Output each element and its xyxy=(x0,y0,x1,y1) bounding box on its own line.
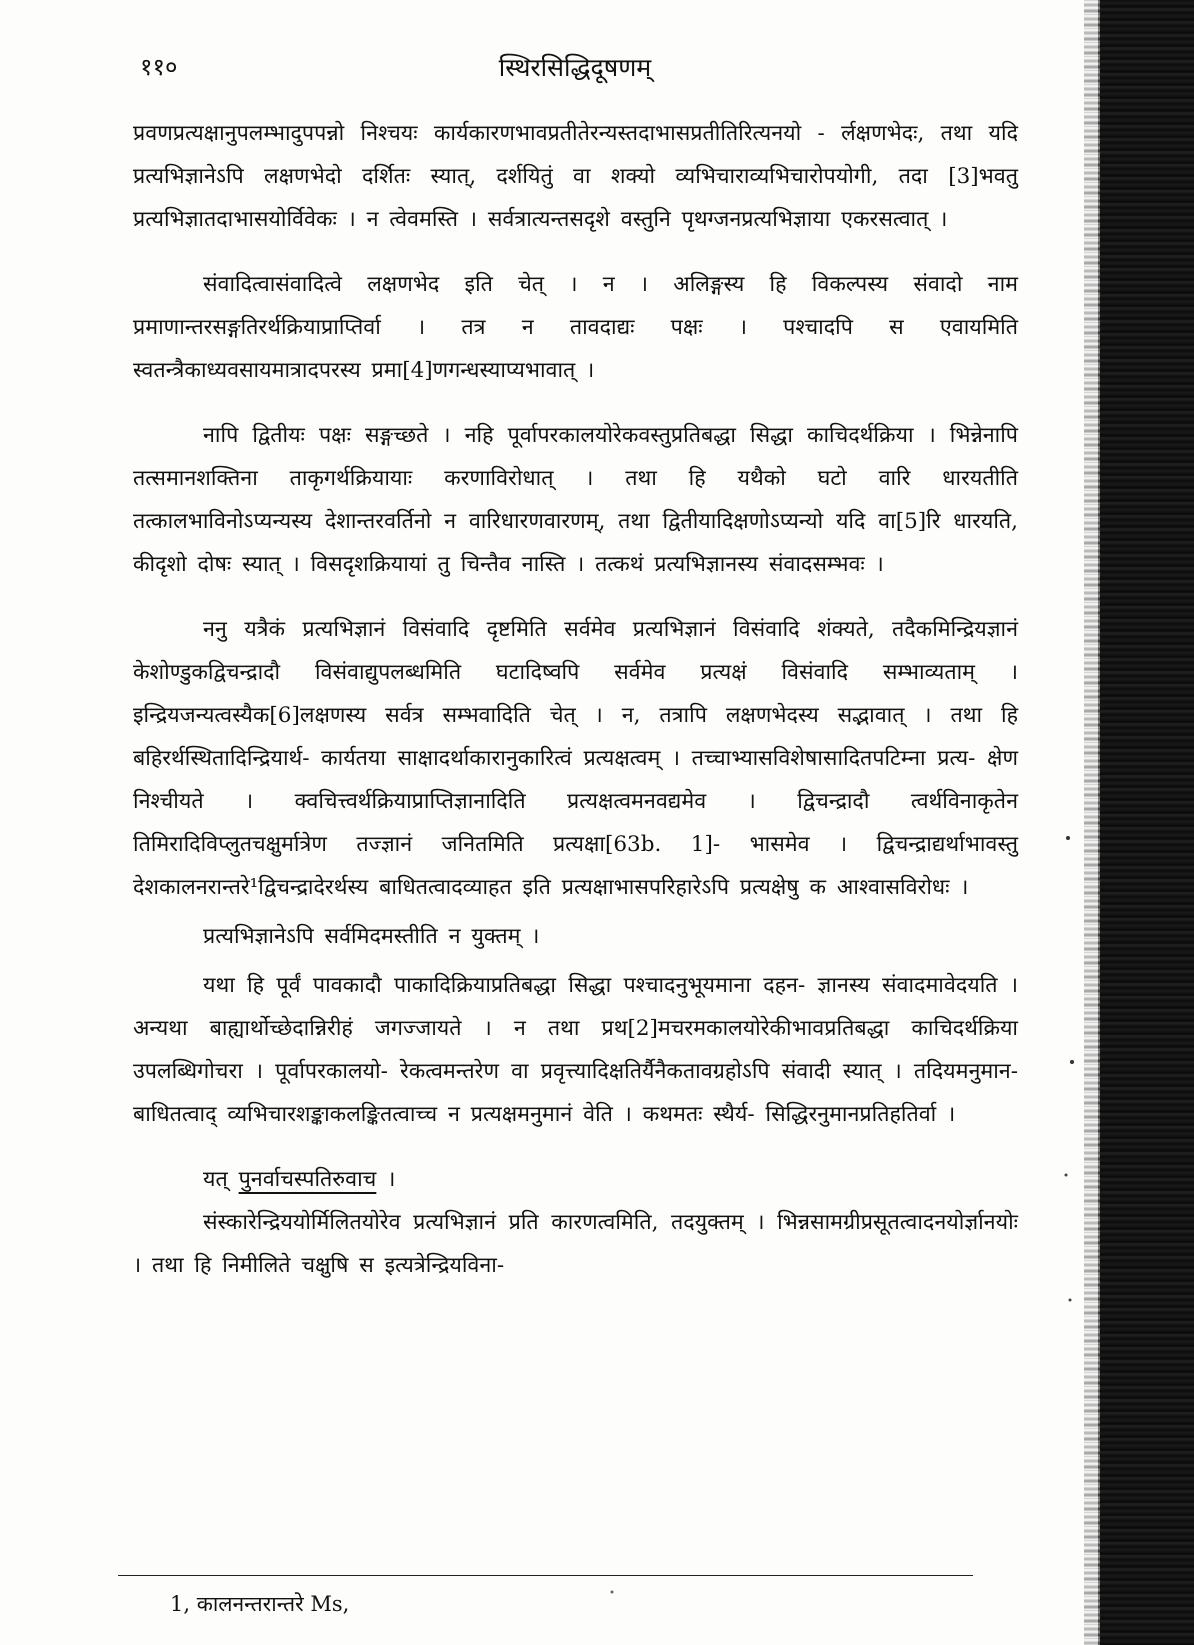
paragraph-7: संस्कारेन्द्रिययोर्मिलितयोरेव प्रत्यभिज्ञानं प्रति कारणत्वमिति, तदयुक्तम् । भिन्नसामग्रीप्रसूतत्वादनयोर्ज्ञानयोः । तथा हि निमीलिते चक्षुषि स इत्यत्रेन्द्रियविना- xyxy=(133,1210,1018,1278)
paragraph-3: नापि द्वितीयः पक्षः सङ्गच्छते । नहि पूर्वापरकालयोरेकवस्तुप्रतिबद्धा सिद्धा काचिदर्थक्रिया । भिन्नेनापि तत्समानशक्तिना ताकृगर्थक्रियायाः करणाविरोधात् । तथा हि यथैको घटो वारि धारयतीति तत्कालभाविनोऽप्यन्यस्य देशान्तरवर्तिनो न वारिधारणवारणम्, तथा द्वितीयादिक्षणोऽप्यन्यो यदि वा[5]रि धारयति, कीदृशो दोषः स्यात् । विसदृशक्रियायां तु चिन्तैव नास्ति । तत्कथं प्रत्यभिज्ञानस्य संवादसम्भवः । xyxy=(133,423,1018,577)
paragraph-2: संवादित्वासंवादित्वे लक्षणभेद इति चेत् । न । अलिङ्गस्य हि विकल्पस्य संवादो नाम प्रमाणान्तरसङ्गतिरर्थक्रियाप्राप्तिर्वा । तत्र न तावदाद्यः पक्षः । पश्चादपि स एवायमिति स्वतन्त्रैकाध्यवसायमात्रादपरस्य प्रमा[4]णगन्धस्याप्यभावात् । xyxy=(133,272,1018,383)
quote-intro-suffix: । xyxy=(387,1167,396,1192)
page-header xyxy=(140,50,1010,86)
quote-intro-prefix: यत् xyxy=(203,1167,228,1192)
quote-intro-author: पुनर्वाचस्पतिरुवाच xyxy=(238,1167,377,1192)
paragraph-5: प्रत्यभिज्ञानेऽपि सर्वमिदमस्तीति न युक्तम् । xyxy=(203,924,540,949)
paragraph-1: प्रवणप्रत्यक्षानुपलम्भादुपपन्नो निश्चयः कार्यकारणभावप्रतीतेरन्यस्तदाभासप्रतीतिरित्यनयो - र्लक्षणभेदः, तथा यदि प्रत्यभिज्ञानेऽपि लक्षणभेदो दर्शितः स्यात्, दर्शयितुं वा शक्यो व्यभिचाराव्यभिचारोपयोगी, तदा [3]भवतु प्रत्यभिज्ञातदाभासयोर्विवेकः । न त्वेवमस्ति । सर्वत्रात्यन्तसदृशे वस्तुनि पृथग्जनप्रत्यभिज्ञाया एकरसत्वात् । xyxy=(133,121,1018,232)
paragraph-4: ननु यत्रैकं प्रत्यभिज्ञानं विसंवादि दृष्टमिति सर्वमेव प्रत्यभिज्ञानं विसंवादि शंक्यते, तदैकमिन्द्रियज्ञानं केशोण्डुकद्विचन्द्रादौ विसंवाद्युपलब्धमिति घटादिष्वपि सर्वमेव प्रत्यक्षं विसंवादि सम्भाव्यताम् । इन्द्रियजन्यत्वस्यैक[6]लक्षणस्य सर्वत्र सम्भवादिति चेत् । न, तत्रापि लक्षणभेदस्य सद्भावात् । तथा हि बहिरर्थस्थितादिन्द्रियार्थ- कार्यतया साक्षादर्थाकारानुकारित्वं प्रत्यक्षत्वम् । तच्चाभ्यासविशेषासादितपटिम्ना प्रत्य- क्षेण निश्चीयते । क्वचित्त्वर्थक्रियाप्राप्तिज्ञानादिति प्रत्यक्षत्वमनवद्यमेव । द्विचन्द्रादौ त्वर्थविनाकृतेन तिमिरादिविप्लुतचक्षुर्मात्रेण तज्ज्ञानं जनितमिति प्रत्यक्षा[63b. 1]- भासमेव । द्विचन्द्राद्यर्थाभावस्तु देशकालनरान्तरे¹द्विचन्द्रादेरर्थस्य बाधितत्वादव्याहत इति प्रत्यक्षाभासपरिहारेऽपि प्रत्यक्षेषु क आश्वासविरोधः । xyxy=(133,617,1018,900)
quote-intro xyxy=(133,1158,1018,1201)
binding-edge-shadow xyxy=(1098,0,1194,1645)
footnote: 1, कालनन्तरान्तरे Ms, xyxy=(170,1592,350,1616)
paragraph-6: यथा हि पूर्वं पावकादौ पाकादिक्रियाप्रतिबद्धा सिद्धा पश्चादनुभूयमाना दहन- ज्ञानस्य संवादमावेदयति । अन्यथा बाह्यार्थोच्छेदान्निरीहं जगज्जायते । न तथा प्रथ[2]मचरमकालयोरेकीभावप्रतिबद्धा काचिदर्थक्रिया उपलब्धिगोचरा । पूर्वापरकालयो- रेकत्वमन्तरेण वा प्रवृत्त्यादिक्षतिर्यैनैकतावग्रहोऽपि संवादी स्यात् । तदियमनुमान- बाधितत्वाद् व्यभिचारशङ्काकलङ्कितत्वाच्च न प्रत्यक्षमनुमानं वेति । कथमतः स्थैर्य- सिद्धिरनुमानप्रतिहतिर्वा । xyxy=(133,973,1018,1127)
footnote-rule xyxy=(118,1575,973,1576)
body-text xyxy=(133,112,1018,1287)
page-number: ११० xyxy=(140,53,178,81)
running-title: स्थिरसिद्धिदूषणम् xyxy=(498,53,652,82)
